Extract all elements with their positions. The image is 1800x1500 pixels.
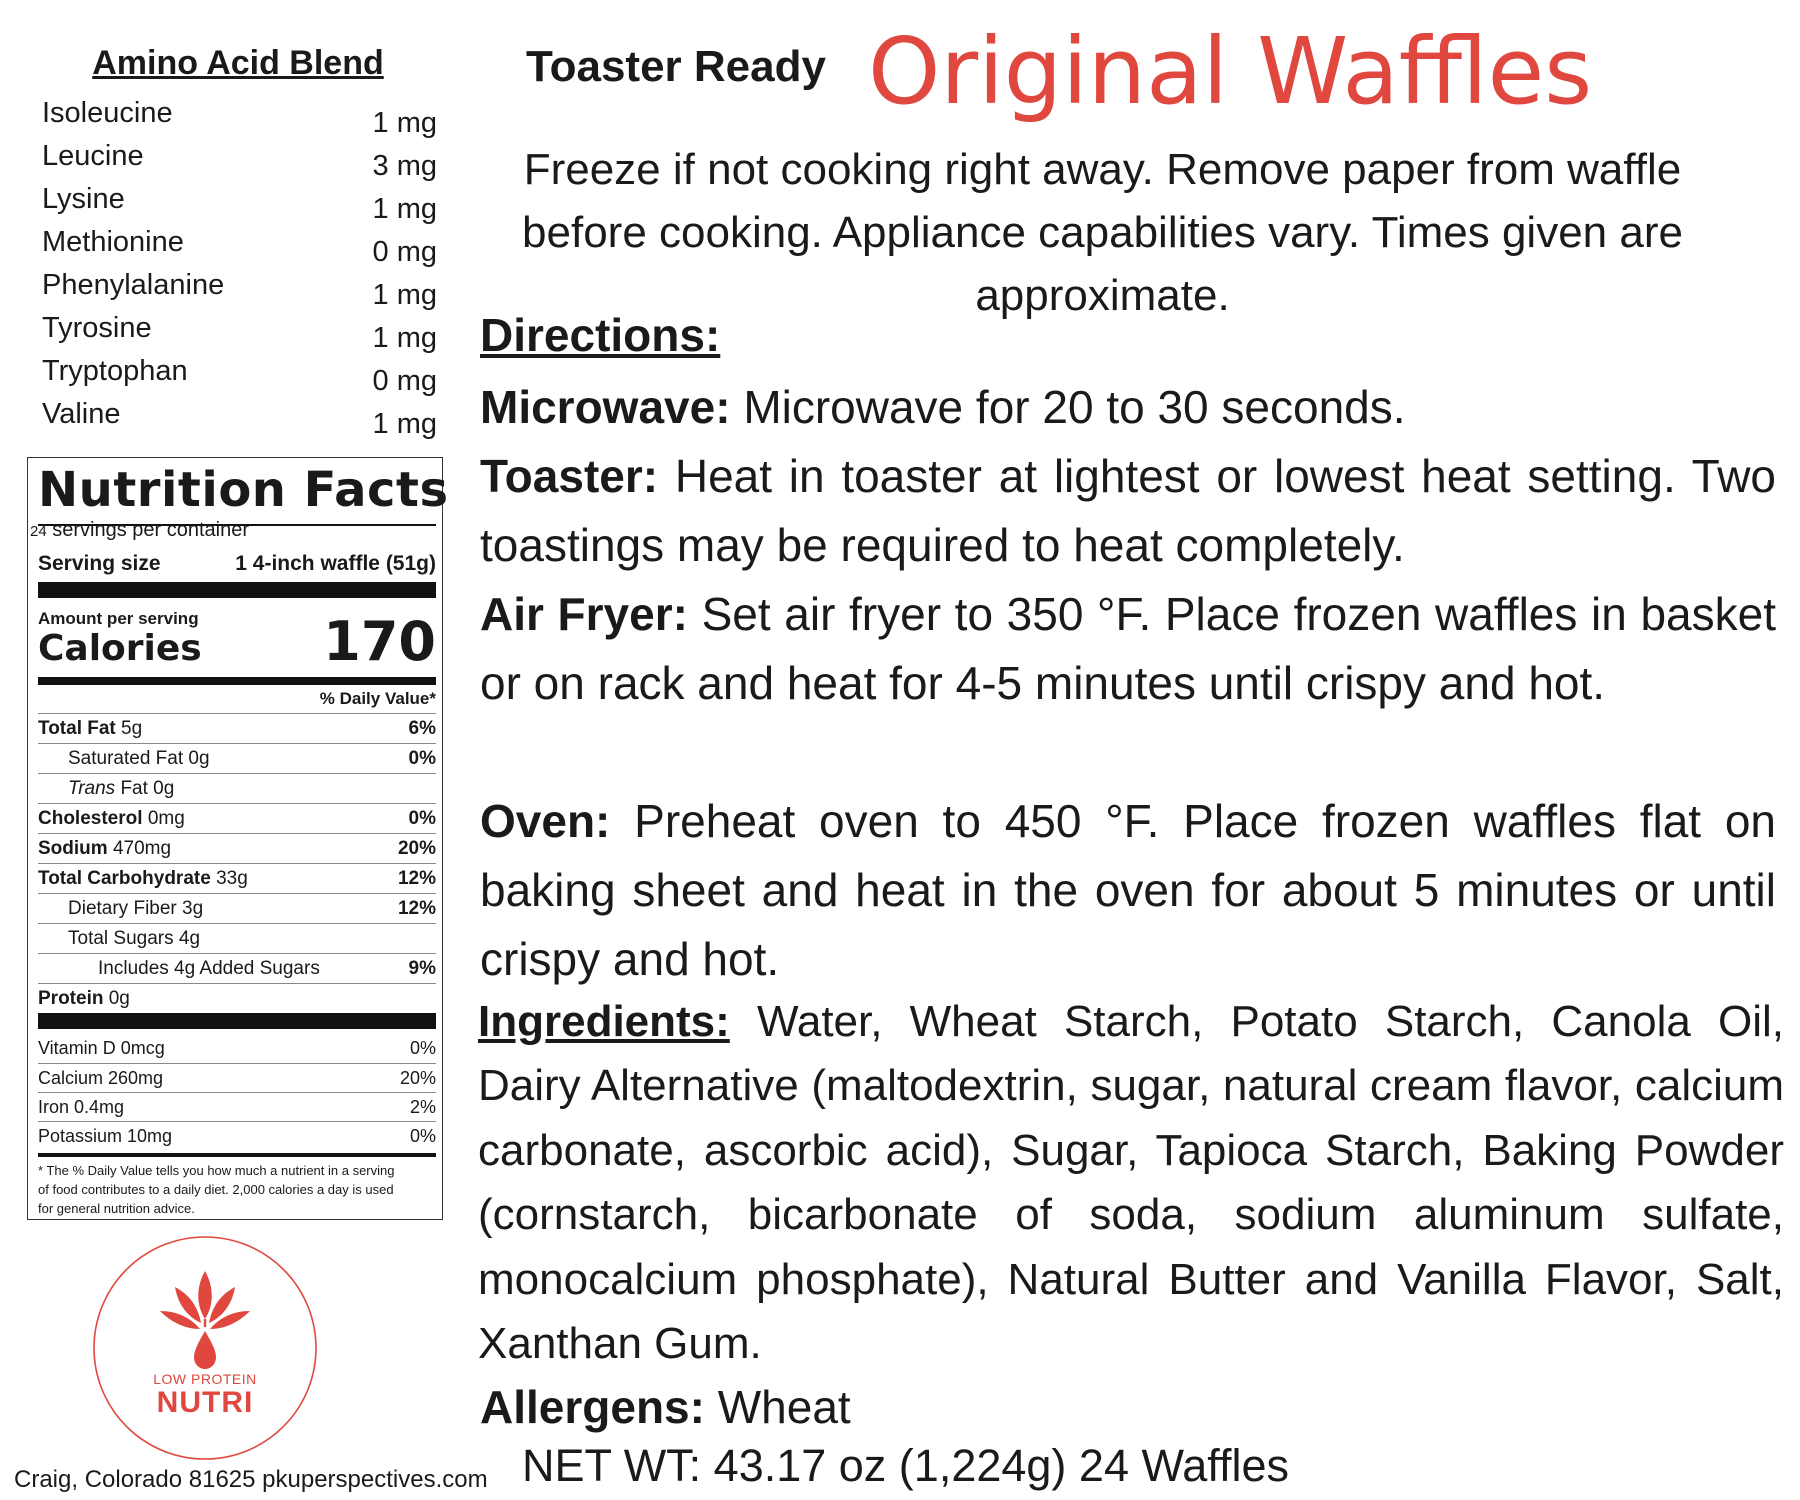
- air-fryer-text: Set air fryer to 350 °F. Place frozen waffles in basket or on rack and heat for 4-5 minutes until crispy and hot.: [480, 588, 1776, 709]
- amino-name: Leucine: [42, 140, 144, 172]
- thick-divider: [38, 677, 436, 685]
- oven-label: Oven:: [480, 795, 611, 847]
- nutrient-label: [38, 718, 142, 740]
- ingredients: [478, 990, 1784, 1376]
- amino-row: [42, 140, 437, 183]
- nutrient-pct: 0%: [408, 808, 436, 829]
- amino-value: 1 mg: [372, 322, 437, 354]
- amino-value: 3 mg: [372, 150, 437, 182]
- nutrient-label: Total Sugars 4g: [68, 928, 201, 949]
- oven-text: Preheat oven to 450 °F. Place frozen waffles flat on baking sheet and heat in the oven for about 5 minutes or until crispy and hot.: [480, 795, 1777, 985]
- nutrient-pct: 6%: [408, 718, 436, 739]
- nutrient-label: [38, 868, 248, 890]
- vitamin-label: Potassium 10mg: [38, 1126, 173, 1146]
- nutrient-amount: 5g: [121, 718, 143, 739]
- amino-row: [42, 97, 437, 140]
- brand-logo: [92, 1235, 318, 1461]
- directions-toaster: [480, 442, 1776, 580]
- amino-name: Lysine: [42, 183, 125, 215]
- vitamin-row: [38, 1092, 436, 1121]
- nutrient-row-saturated-fat: [38, 743, 436, 773]
- amino-row: [42, 183, 437, 226]
- nutrient-label: [68, 778, 174, 800]
- amino-acid-title: Amino Acid Blend: [92, 44, 384, 82]
- daily-value-footnote: * The % Daily Value tells you how much a nutrient in a serving of food contributes to a daily diet. 2,000 calories a day is used for general nutrition advice.: [38, 1163, 395, 1216]
- amino-value: 0 mg: [372, 236, 437, 268]
- vitamin-row: [38, 1034, 436, 1063]
- nutrient-name-italic: Trans: [68, 778, 116, 799]
- nutrient-row-added-sugars: [38, 953, 436, 983]
- amino-value: 0 mg: [372, 365, 437, 397]
- nutrition-facts-title: Nutrition Facts: [38, 462, 449, 518]
- nutrient-label: [38, 808, 185, 830]
- nutrient-amount: 0mg: [147, 808, 185, 829]
- vitamin-row: [38, 1063, 436, 1092]
- amino-name: Valine: [42, 398, 121, 430]
- nutrient-amount: 470mg: [112, 838, 172, 859]
- nutrition-facts-panel: [27, 457, 449, 1220]
- serving-size-value: 1 4-inch waffle (51g): [235, 552, 436, 575]
- nutrient-pct: 20%: [397, 838, 436, 859]
- nutrient-label: Saturated Fat 0g: [68, 748, 210, 769]
- amino-name: Phenylalanine: [42, 269, 225, 301]
- nutrient-name: Protein: [38, 988, 104, 1009]
- nutrient-label: [38, 838, 171, 860]
- nutrient-label: Dietary Fiber 3g: [68, 898, 204, 919]
- thick-divider: [38, 582, 436, 598]
- nutrient-row-protein: [38, 983, 436, 1013]
- storage-note: Freeze if not cooking right away. Remove paper from waffle before cooking. Appliance capabilities vary. Times given are approximate.: [522, 145, 1683, 320]
- directions-oven: [480, 787, 1776, 994]
- vitamin-pct: 20%: [399, 1068, 436, 1088]
- vitamin-label: Calcium 260mg: [38, 1068, 164, 1088]
- amino-row: [42, 226, 437, 269]
- nutrient-row-total-carbohydrate: [38, 863, 436, 893]
- directions-heading: Directions:: [480, 309, 721, 361]
- amino-name: Tyrosine: [42, 312, 152, 344]
- nutrient-pct: 9%: [408, 958, 436, 979]
- nutrient-row-cholesterol: [38, 803, 436, 833]
- nutrient-amount: 0g: [108, 988, 130, 1009]
- directions-air-fryer: [480, 580, 1776, 718]
- amino-value: 1 mg: [372, 193, 437, 225]
- vitamin-label: Iron 0.4mg: [38, 1097, 125, 1117]
- nutrient-row-dietary-fiber: [38, 893, 436, 923]
- air-fryer-label: Air Fryer:: [480, 588, 688, 640]
- nutrient-name: Cholesterol: [38, 808, 143, 829]
- amino-row: [42, 398, 437, 441]
- amino-value: 1 mg: [372, 279, 437, 311]
- logo-line-1: LOW PROTEIN: [153, 1371, 257, 1387]
- nutrient-name: Sodium: [38, 838, 108, 859]
- nutrient-label: Includes 4g Added Sugars: [98, 958, 320, 979]
- vitamin-label: Vitamin D 0mcg: [38, 1038, 165, 1058]
- vitamin-pct: 0%: [409, 1038, 436, 1058]
- nutrient-label: [38, 988, 130, 1010]
- nutrient-row-total-sugars: [38, 923, 436, 953]
- ingredients-label: Ingredients:: [478, 997, 730, 1046]
- nutrient-name: Total Fat: [38, 718, 116, 739]
- nutrient-row-trans-fat: [38, 773, 436, 803]
- vitamin-pct: 2%: [409, 1097, 436, 1117]
- allergens-label: Allergens:: [480, 1381, 705, 1433]
- nutrient-row-total-fat: [38, 713, 436, 743]
- logo-mark: [92, 1235, 318, 1461]
- nutrient-pct: 12%: [397, 898, 436, 919]
- divider: [38, 1153, 436, 1157]
- serving-size: [38, 552, 436, 576]
- nutrient-pct: 12%: [397, 868, 436, 889]
- nutrient-name: Fat 0g: [120, 778, 175, 799]
- thick-divider: [38, 1013, 436, 1029]
- amino-value: 1 mg: [372, 408, 437, 440]
- amino-name: Tryptophan: [42, 355, 188, 387]
- amount-per-serving: Amount per serving: [38, 609, 199, 628]
- amino-name: Isoleucine: [42, 97, 173, 129]
- ingredients-text: Water, Wheat Starch, Potato Starch, Canola Oil, Dairy Alternative (maltodextrin, sugar, natural cream flavor, calcium carbonate, ascorbic acid), Sugar, Tapioca Starch, Baking Powder (cornstarch, bicarbonate of soda, sodium aluminum sulfate, monocalcium phosphate), Natural Butter and Vanilla Flavor, Salt, Xanthan Gum.: [478, 997, 1784, 1369]
- net-weight: NET WT: 43.17 oz (1,224g) 24 Waffles: [522, 1440, 1290, 1491]
- allergens-text: Wheat: [717, 1381, 851, 1433]
- amino-value: 1 mg: [372, 107, 437, 139]
- amino-name: Methionine: [42, 226, 184, 258]
- amino-row: [42, 269, 437, 312]
- product-subtitle: Toaster Ready: [526, 42, 826, 91]
- microwave-label: Microwave:: [480, 381, 731, 433]
- logo-line-2: NUTRI: [156, 1386, 254, 1419]
- servings-per-container: [30, 519, 249, 542]
- toaster-label: Toaster:: [480, 450, 659, 502]
- nutrient-pct: 0%: [408, 748, 436, 769]
- serving-size-label: Serving size: [38, 552, 161, 575]
- calories-value: 170: [323, 610, 436, 673]
- calories-label: Calories: [38, 628, 202, 669]
- amino-row: [42, 355, 437, 398]
- directions-microwave: [480, 373, 1776, 442]
- vitamin-pct: 0%: [409, 1126, 436, 1146]
- amino-row: [42, 312, 437, 355]
- nutrient-row-sodium: [38, 833, 436, 863]
- servings-count: 24: [30, 523, 47, 540]
- nutrient-name: Total Carbohydrate: [38, 868, 211, 889]
- daily-value-header: % Daily Value*: [319, 689, 436, 708]
- toaster-text: Heat in toaster at lightest or lowest heat setting. Two toastings may be required to heat completely.: [480, 450, 1777, 571]
- product-title: Original Waffles: [868, 18, 1593, 125]
- vitamin-row: [38, 1121, 436, 1150]
- microwave-text: Microwave for 20 to 30 seconds.: [743, 381, 1406, 433]
- company-address: Craig, Colorado 81625 pkuperspectives.com: [14, 1466, 488, 1493]
- allergens: [480, 1380, 851, 1434]
- servings-text: servings per container: [52, 519, 250, 541]
- nutrient-amount: 33g: [216, 868, 248, 889]
